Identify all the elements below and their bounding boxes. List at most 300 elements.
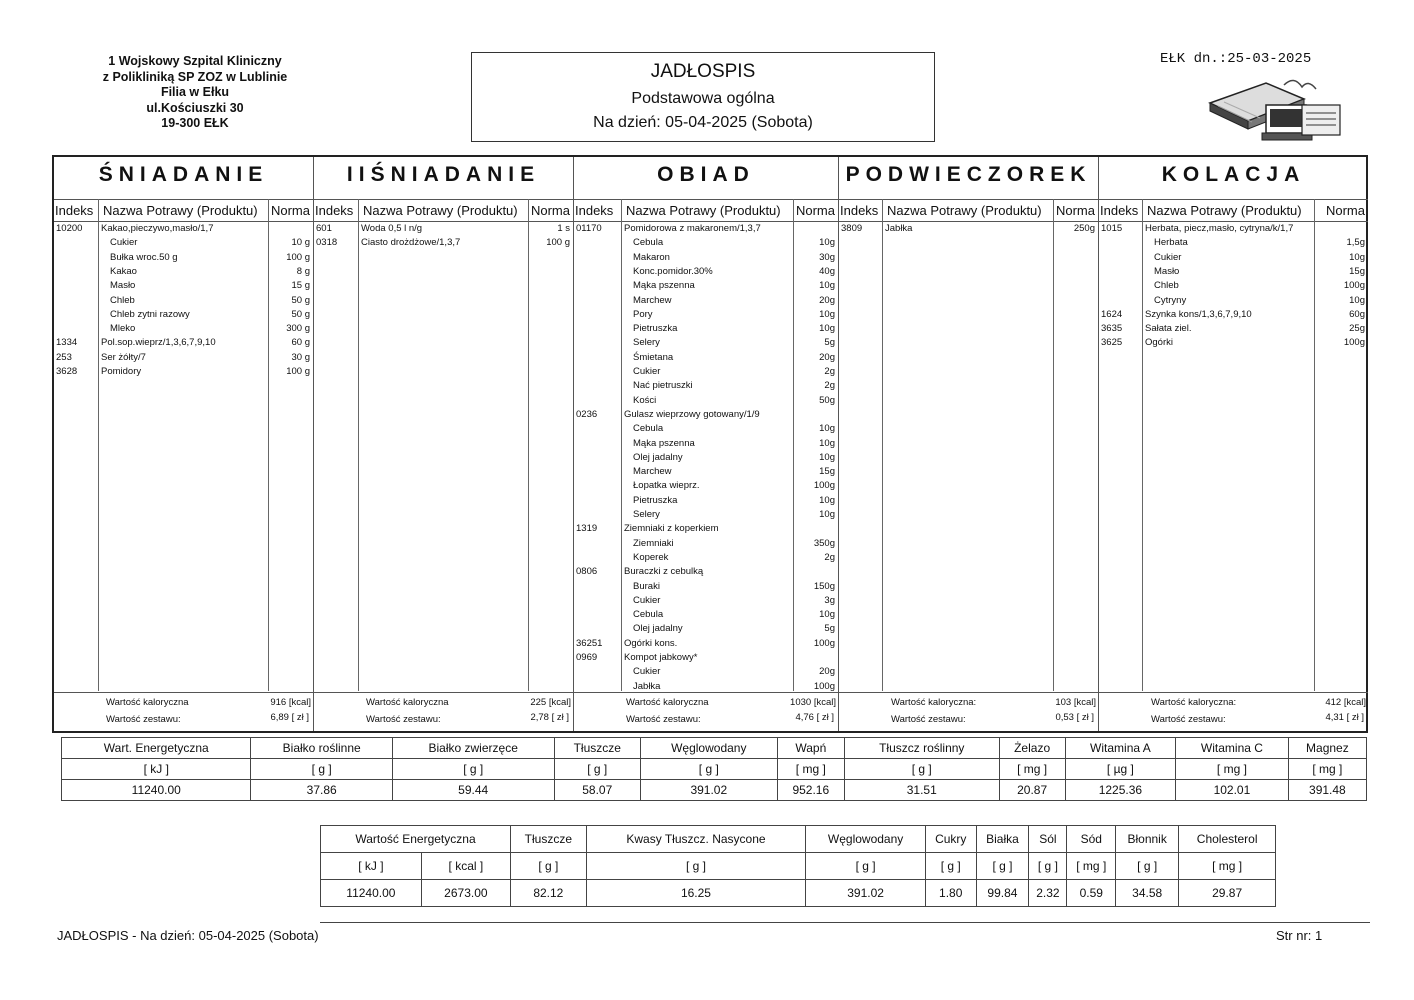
nutrient-value: 391.48 [1288, 780, 1366, 801]
nutrition-table [61, 737, 1367, 801]
menu-item-row [574, 609, 838, 623]
meal-summary [574, 692, 838, 731]
menu-item-row [54, 366, 313, 380]
nutrient-label: Białko roślinne [251, 738, 392, 759]
meal-title: KOLACJA [1161, 163, 1306, 186]
menu-item-row [1099, 280, 1368, 294]
item-index: 01170 [576, 223, 602, 234]
item-name: Koperek [633, 551, 669, 563]
summary-value: 2.32 [1029, 880, 1067, 907]
item-index: 1624 [1101, 308, 1123, 320]
item-quantity: 250g [1073, 223, 1095, 234]
menu-item-row [574, 266, 838, 280]
footer-text: JADŁOSPIS - Na dzień: 05-04-2025 (Sobota) [57, 928, 319, 943]
header-name: Nazwa Potrawy (Produktu) [887, 203, 1042, 218]
nutrient-unit: [ g ] [251, 759, 392, 780]
summary-label: Sól [1029, 826, 1067, 853]
summary-unit: [ g ] [510, 853, 586, 880]
nutrient-value: 102.01 [1176, 780, 1289, 801]
item-index: 1319 [576, 523, 598, 535]
nutrient-value: 391.02 [640, 780, 777, 801]
item-name: Selery [633, 337, 660, 349]
summary-unit: [ mg ] [1179, 853, 1276, 880]
header-name: Nazwa Potrawy (Produktu) [103, 203, 258, 218]
menu-item-row [574, 523, 838, 537]
cost-value: 0,53 [ zł ] [1055, 712, 1094, 723]
header-name: Nazwa Potrawy (Produktu) [1147, 203, 1302, 218]
item-quantity: 10g [819, 308, 835, 320]
meal-title: IIŚNIADANIE [346, 163, 541, 186]
summary-label: Błonnik [1116, 826, 1179, 853]
index-divider [358, 199, 359, 691]
item-quantity: 10g [819, 509, 835, 520]
item-index: 3628 [56, 366, 78, 377]
menu-item-row [574, 252, 838, 266]
item-quantity: 100g [813, 480, 835, 492]
summary-value: 0.59 [1067, 880, 1116, 907]
item-name: Mąka pszenna [633, 280, 695, 292]
calorie-value: 1030 [kcal] [790, 697, 836, 708]
cost-label: Wartość zestawu: [1151, 714, 1226, 725]
summary-value: 29.87 [1179, 880, 1276, 907]
item-index: 1015 [1101, 223, 1123, 234]
nutrient-value: 11240.00 [62, 780, 251, 801]
item-name: Cytryny [1154, 294, 1187, 306]
nutrient-unit: [ mg ] [999, 759, 1065, 780]
hospital-line: z Polikliniką SP ZOZ w Lublinie [102, 69, 288, 84]
summary-value: 1.80 [925, 880, 976, 907]
nutrient-unit: [ g ] [845, 759, 999, 780]
hospital-line: 19-300 EŁK [161, 116, 229, 130]
summary-label: Węglowodany [806, 826, 926, 853]
calorie-label: Wartość kaloryczna [106, 697, 189, 708]
column-header [54, 199, 313, 222]
item-name: Śmietana [633, 351, 674, 363]
menu-item-row [1099, 252, 1368, 266]
summary-unit: [ g ] [976, 853, 1029, 880]
menu-item-row [1099, 223, 1368, 237]
summary-label: Kwasy Tłuszcz. Nasycone [586, 826, 806, 853]
nutrient-label: Magnez [1288, 738, 1366, 759]
menu-item-row [574, 395, 838, 409]
item-name: Pietruszka [633, 494, 678, 506]
menu-item-row [1099, 337, 1368, 351]
item-name: Cukier [633, 666, 661, 678]
item-name: Olej jadalny [633, 451, 683, 463]
menu-item-row [314, 223, 573, 237]
item-index: 1334 [56, 337, 78, 349]
book-computer-icon [1204, 75, 1354, 143]
item-name: Gulasz wieprzowy gotowany/1/9 [624, 408, 760, 420]
item-quantity: 10g [819, 280, 835, 292]
item-quantity: 100 g [286, 251, 310, 263]
item-name: Chleb [110, 294, 135, 306]
item-name: Kompot jabkowy* [624, 652, 698, 663]
item-name: Cukier [110, 237, 138, 249]
item-name: Ogórki [1145, 337, 1173, 349]
nutrient-label: Witamina C [1176, 738, 1289, 759]
menu-item-row [54, 280, 313, 294]
item-name: Mąka pszenna [633, 437, 695, 449]
menu-table [52, 155, 1368, 733]
summary-value: 391.02 [806, 880, 926, 907]
menu-item-row [574, 495, 838, 509]
item-quantity: 10g [819, 451, 835, 463]
meal-column [574, 157, 839, 731]
summary-label: Tłuszcze [510, 826, 586, 853]
item-quantity: 5g [824, 623, 835, 635]
menu-item-row [1099, 323, 1368, 337]
summary-unit: [ mg ] [1067, 853, 1116, 880]
summary-value: 99.84 [976, 880, 1029, 907]
norm-divider [1053, 199, 1054, 691]
item-name: Cukier [1154, 251, 1182, 263]
item-name: Cukier [633, 594, 661, 606]
item-name: Łopatka wieprz. [633, 480, 700, 492]
menu-day: Na dzień: 05-04-2025 (Sobota) [593, 114, 813, 131]
header-index: Indeks [575, 203, 614, 218]
calorie-label: Wartość kaloryczna: [891, 697, 977, 708]
meal-summary [314, 692, 573, 731]
item-name: Masło [1154, 265, 1180, 277]
calorie-value: 412 [kcal] [1325, 697, 1366, 708]
item-quantity: 20g [819, 666, 835, 678]
summary-label: Cholesterol [1179, 826, 1276, 853]
item-name: Kakao,pieczywo,masło/1,7 [101, 223, 214, 234]
menu-item-row [574, 309, 838, 323]
item-quantity: 10 g [291, 237, 310, 249]
summary-unit: [ kJ ] [321, 853, 422, 880]
menu-item-row [574, 423, 838, 437]
item-index: 3625 [1101, 337, 1123, 349]
item-name: Kości [633, 394, 657, 406]
header-norm: Norma [1055, 203, 1095, 218]
item-name: Kakao [110, 265, 137, 277]
header-norm: Norma [1325, 203, 1365, 218]
nutrient-unit: [ mg ] [1176, 759, 1289, 780]
meal-column [1099, 157, 1368, 731]
cost-value: 6,89 [ zł ] [270, 712, 309, 723]
menu-item-row [574, 480, 838, 494]
menu-item-row [54, 352, 313, 366]
item-quantity: 100g [1343, 280, 1365, 292]
hospital-line: Filia w Ełku [160, 85, 230, 99]
menu-item-row [54, 323, 313, 337]
summary-values-row [321, 880, 1276, 907]
calorie-value: 916 [kcal] [270, 697, 311, 708]
item-index: 3809 [841, 223, 863, 234]
header-norm: Norma [795, 203, 835, 218]
item-name: Cebula [633, 237, 664, 249]
item-name: Herbata [1154, 237, 1188, 249]
item-name: Makaron [633, 251, 670, 263]
item-quantity: 30g [819, 251, 835, 263]
nutrient-label: Wapń [777, 738, 844, 759]
item-quantity: 10g [1349, 251, 1365, 263]
item-index: 10200 [56, 223, 83, 234]
menu-item-row [54, 337, 313, 351]
hospital-address [70, 54, 320, 132]
cost-label: Wartość zestawu: [891, 714, 966, 725]
item-name: Pol.sop.wieprz/1,3,6,7,9,10 [101, 337, 216, 349]
item-quantity: 2g [824, 380, 835, 392]
column-header [314, 199, 573, 222]
header-norm: Norma [530, 203, 570, 218]
item-name: Ziemniaki z koperkiem [624, 523, 719, 535]
menu-item-row [574, 552, 838, 566]
nutrient-value: 1225.36 [1065, 780, 1175, 801]
menu-item-row [839, 223, 1098, 237]
menu-item-row [1099, 295, 1368, 309]
item-name: Olej jadalny [633, 623, 683, 635]
nutrient-label: Tłuszcze [554, 738, 640, 759]
item-quantity: 100g [1343, 337, 1365, 349]
item-quantity: 10g [819, 609, 835, 621]
calorie-value: 103 [kcal] [1055, 697, 1096, 708]
calorie-label: Wartość kaloryczna [366, 697, 449, 708]
item-index: 601 [316, 223, 332, 234]
menu-item-row [54, 295, 313, 309]
menu-item-row [574, 438, 838, 452]
nutrient-unit: [ kJ ] [62, 759, 251, 780]
summary-unit: [ g ] [1116, 853, 1179, 880]
item-quantity: 20g [819, 294, 835, 306]
nutrient-unit: [ mg ] [777, 759, 844, 780]
meal-summary [839, 692, 1098, 731]
item-quantity: 2g [824, 366, 835, 377]
summary-value: 2673.00 [421, 880, 510, 907]
item-index: 253 [56, 351, 72, 363]
item-name: Pietruszka [633, 323, 678, 335]
item-quantity: 10g [819, 237, 835, 249]
item-quantity: 30 g [291, 351, 310, 363]
item-quantity: 100 g [286, 366, 310, 377]
item-quantity: 60g [1349, 308, 1365, 320]
cost-label: Wartość zestawu: [106, 714, 181, 725]
item-quantity: 10g [1349, 294, 1365, 306]
item-name: Chleb zytni razowy [110, 308, 190, 320]
item-name: Ogórki kons. [624, 637, 678, 649]
nutrient-unit: [ g ] [640, 759, 777, 780]
nutrient-label: Wart. Energetyczna [62, 738, 251, 759]
menu-item-row [574, 280, 838, 294]
item-quantity: 350g [813, 537, 835, 549]
header-norm: Norma [270, 203, 310, 218]
meal-column [314, 157, 574, 731]
item-quantity: 1,5g [1346, 237, 1365, 249]
item-name: Pomidorowa z makaronem/1,3,7 [624, 223, 761, 234]
menu-item-row [574, 352, 838, 366]
header-name: Nazwa Potrawy (Produktu) [363, 203, 518, 218]
meal-title: OBIAD [657, 163, 755, 186]
item-name: Sałata ziel. [1145, 323, 1192, 335]
summary-unit: [ g ] [1029, 853, 1067, 880]
item-name: Ciasto drożdżowe/1,3,7 [361, 237, 461, 249]
item-quantity: 50 g [291, 308, 310, 320]
item-quantity: 100 g [546, 237, 570, 249]
header-index: Indeks [55, 203, 94, 218]
cost-value: 4,31 [ zł ] [1325, 712, 1364, 723]
menu-item-row [574, 623, 838, 637]
meal-title: PODWIECZOREK [845, 163, 1092, 186]
document-title: JADŁOSPIS [650, 61, 756, 82]
menu-item-row [574, 638, 838, 652]
header-index: Indeks [1100, 203, 1139, 218]
item-quantity: 10g [819, 423, 835, 435]
item-name: Cebula [633, 609, 664, 621]
cost-value: 4,76 [ zł ] [795, 712, 834, 723]
column-header [1099, 199, 1368, 222]
nutrient-unit: [ g ] [554, 759, 640, 780]
hospital-line: 1 Wojskowy Szpital Kliniczny [108, 54, 282, 68]
item-name: Masło [110, 280, 136, 292]
menu-item-row [574, 581, 838, 595]
page-number: Str nr: 1 [1276, 928, 1323, 943]
nutrition-units-row [62, 759, 1367, 780]
meal-column [54, 157, 314, 731]
summary-labels-row [321, 826, 1276, 853]
summary-label: Sód [1067, 826, 1116, 853]
menu-item-row [574, 652, 838, 666]
item-name: Bułka wroc.50 g [110, 251, 178, 263]
nutrient-unit: [ mg ] [1288, 759, 1366, 780]
column-header [574, 199, 838, 222]
cost-label: Wartość zestawu: [626, 714, 701, 725]
menu-item-row [574, 366, 838, 380]
menu-item-row [574, 409, 838, 423]
nutrient-value: 952.16 [777, 780, 844, 801]
item-name: Jabłka [885, 223, 913, 234]
item-name: Nać pietruszki [633, 380, 693, 392]
item-index: 0318 [316, 237, 338, 249]
menu-item-row [574, 666, 838, 680]
item-name: Marchew [633, 466, 672, 478]
item-quantity: 40g [819, 265, 835, 277]
index-divider [882, 199, 883, 691]
cost-label: Wartość zestawu: [366, 714, 441, 725]
item-name: Herbata, piecz,masło, cytryna/k/1,7 [1145, 223, 1294, 234]
item-quantity: 15g [1349, 265, 1365, 277]
item-name: Pomidory [101, 366, 142, 377]
item-quantity: 25g [1349, 323, 1365, 335]
nutrition-summary-table [320, 825, 1276, 907]
menu-item-row [574, 538, 838, 552]
menu-item-row [574, 380, 838, 394]
menu-item-row [54, 252, 313, 266]
meal-column [839, 157, 1099, 731]
nutrient-value: 59.44 [392, 780, 554, 801]
cost-value: 2,78 [ zł ] [530, 712, 569, 723]
summary-value: 11240.00 [321, 880, 422, 907]
item-name: Woda 0,5 l n/g [361, 223, 423, 234]
item-quantity: 2g [824, 551, 835, 563]
summary-unit: [ kcal ] [421, 853, 510, 880]
nutrient-value: 37.86 [251, 780, 392, 801]
menu-item-row [574, 595, 838, 609]
menu-item-row [574, 466, 838, 480]
column-header [839, 199, 1098, 222]
diet-type: Podstawowa ogólna [631, 90, 775, 107]
menu-item-row [574, 237, 838, 251]
item-quantity: 20g [819, 351, 835, 363]
menu-item-row [1099, 266, 1368, 280]
item-quantity: 8 g [296, 265, 310, 277]
item-quantity: 150g [813, 580, 835, 592]
item-name: Marchew [633, 294, 672, 306]
item-quantity: 60 g [291, 337, 310, 349]
nutrition-values-row [62, 780, 1367, 801]
item-index: 0806 [576, 566, 598, 578]
calorie-label: Wartość kaloryczna: [1151, 697, 1237, 708]
nutrient-value: 31.51 [845, 780, 999, 801]
menu-item-row [54, 223, 313, 237]
item-name: Cukier [633, 366, 661, 377]
menu-item-row [574, 509, 838, 523]
item-name: Chleb [1154, 280, 1179, 292]
menu-item-row [54, 309, 313, 323]
item-quantity: 15 g [291, 280, 310, 292]
calorie-label: Wartość kaloryczna [626, 697, 709, 708]
item-name: Ziemniaki [633, 537, 674, 549]
item-quantity: 10g [819, 323, 835, 335]
meal-title: ŚNIADANIE [98, 163, 269, 186]
summary-unit: [ g ] [806, 853, 926, 880]
item-quantity: 5g [824, 337, 835, 349]
nutrient-label: Witamina A [1065, 738, 1175, 759]
nutrient-unit: [ µg ] [1065, 759, 1175, 780]
item-name: Konc.pomidor.30% [633, 265, 713, 277]
calorie-value: 225 [kcal] [530, 697, 571, 708]
item-quantity: 100g [813, 637, 835, 649]
item-index: 36251 [576, 637, 603, 649]
item-quantity: 15g [819, 466, 835, 478]
meal-summary [1099, 692, 1368, 731]
item-name: Cebula [633, 423, 664, 435]
menu-item-row [314, 237, 573, 251]
summary-unit: [ g ] [925, 853, 976, 880]
item-index: 3635 [1101, 323, 1123, 335]
menu-item-row [54, 237, 313, 251]
item-quantity: 50g [819, 394, 835, 406]
nutrition-labels-row [62, 738, 1367, 759]
item-name: Buraczki z cebulką [624, 566, 704, 578]
nutrient-label: Żelazo [999, 738, 1065, 759]
menu-item-row [574, 295, 838, 309]
nutrient-value: 20.87 [999, 780, 1065, 801]
item-name: Selery [633, 509, 660, 520]
summary-unit: [ g ] [586, 853, 806, 880]
nutrient-value: 58.07 [554, 780, 640, 801]
nutrient-label: Tłuszcz roślinny [845, 738, 999, 759]
footer-divider [320, 922, 1370, 923]
summary-value: 34.58 [1116, 880, 1179, 907]
issue-date: EŁK dn.:25-03-2025 [1160, 51, 1312, 67]
menu-item-row [1099, 237, 1368, 251]
item-name: Mleko [110, 323, 136, 335]
item-quantity: 50 g [291, 294, 310, 306]
nutrient-unit: [ g ] [392, 759, 554, 780]
summary-label: Cukry [925, 826, 976, 853]
item-index: 0236 [576, 408, 598, 420]
item-quantity: 100g [813, 680, 835, 692]
menu-item-row [574, 323, 838, 337]
header-index: Indeks [315, 203, 354, 218]
item-name: Buraki [633, 580, 660, 592]
item-quantity: 3g [824, 594, 835, 606]
summary-units-row [321, 853, 1276, 880]
header-name: Nazwa Potrawy (Produktu) [626, 203, 781, 218]
item-name: Jabłka [633, 680, 661, 692]
